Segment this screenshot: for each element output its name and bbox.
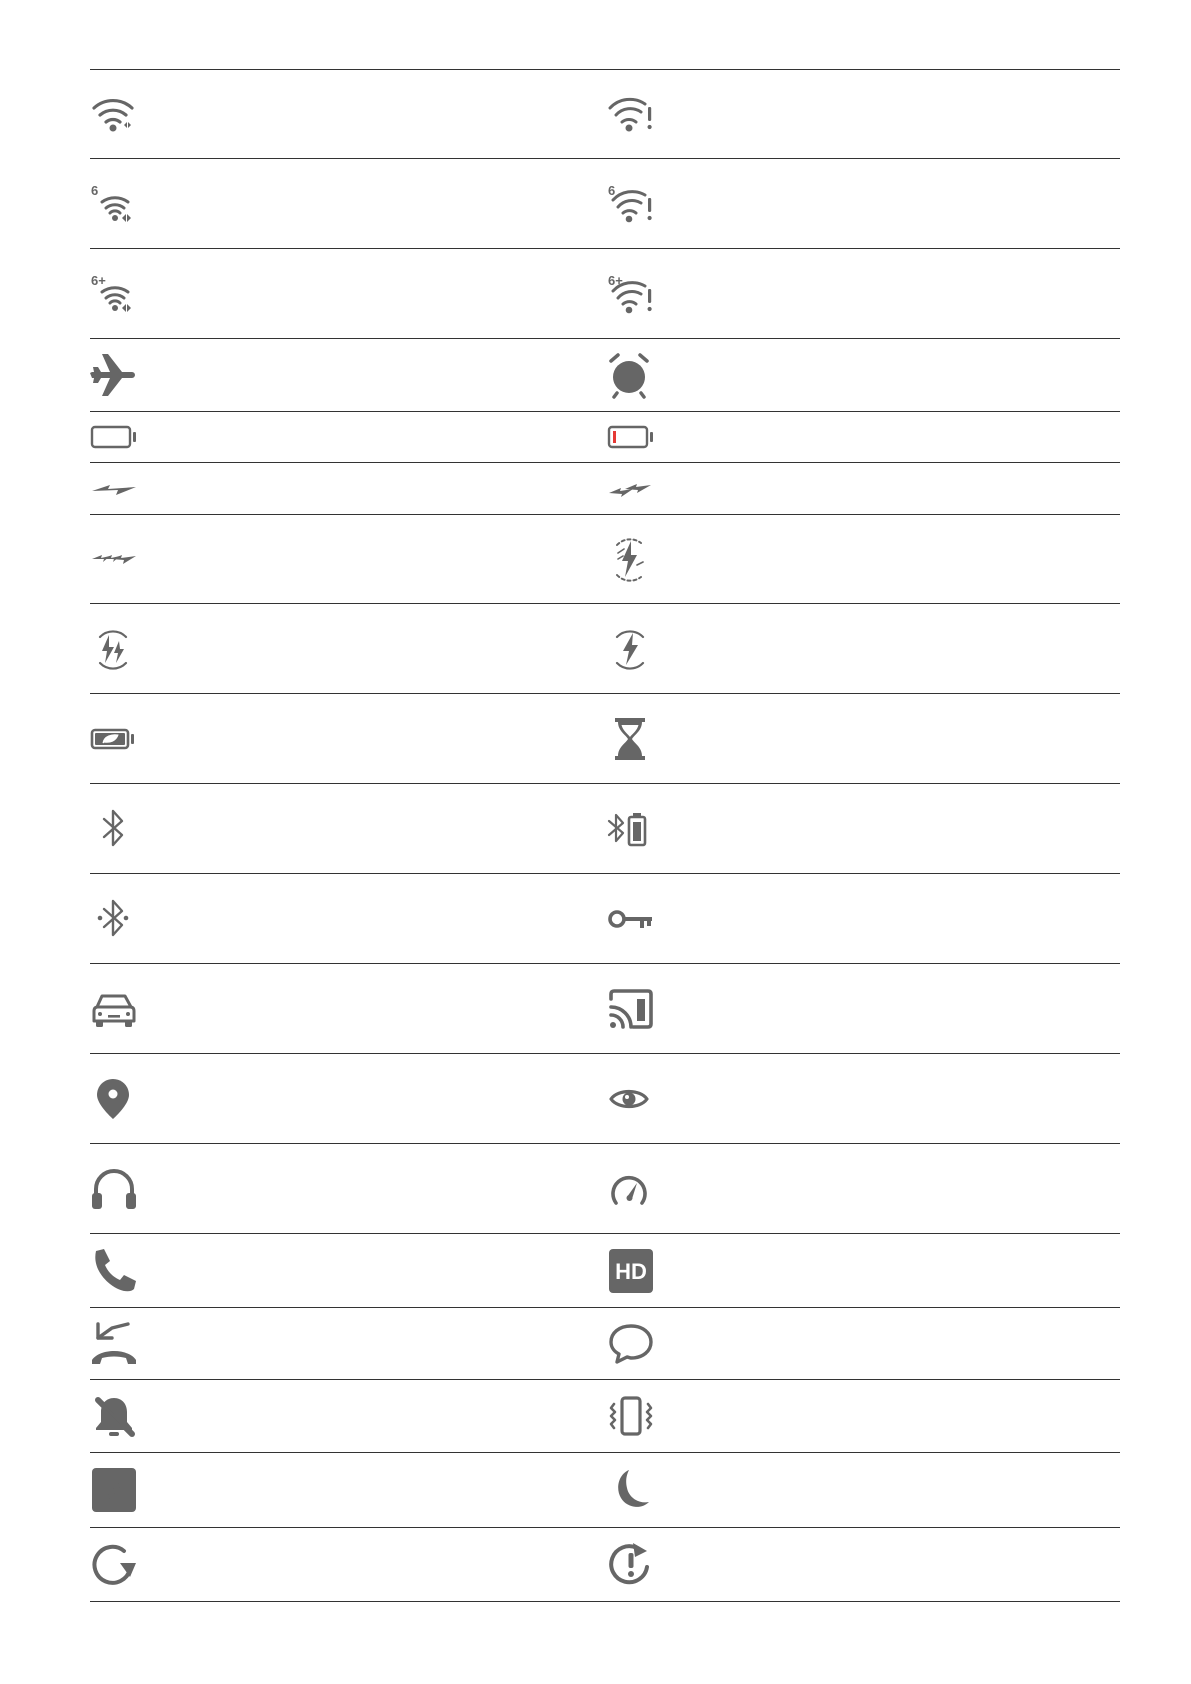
- table-row: [90, 1453, 1120, 1528]
- message-icon: [607, 1308, 655, 1379]
- hourglass-icon: [607, 694, 655, 783]
- bluetooth-battery-icon: [607, 784, 655, 873]
- table-row: [90, 463, 1120, 515]
- table-row: [90, 70, 1120, 159]
- svg-text:HD: HD: [615, 1258, 647, 1284]
- wifi6plus-connected-icon: [90, 249, 138, 338]
- wireless-quick-charging-icon: [90, 604, 138, 693]
- table-row: [90, 1144, 1120, 1234]
- gauge-icon: [607, 1144, 655, 1233]
- vpn-key-icon: [607, 874, 655, 963]
- table-row: [90, 1528, 1120, 1602]
- charging-icon: [90, 463, 138, 514]
- do-not-disturb-icon: [607, 1453, 655, 1527]
- hd-icon: [607, 1234, 655, 1307]
- table-row: [90, 1054, 1120, 1144]
- super-charging-icon: [607, 463, 655, 514]
- battery-empty-icon: [90, 412, 138, 462]
- table-row: [90, 249, 1120, 339]
- location-icon: [90, 1054, 138, 1143]
- svg-text:6+: 6+: [91, 272, 106, 288]
- wifi6plus-no-internet-icon: [607, 249, 655, 338]
- table-row: [90, 784, 1120, 874]
- table-row: [90, 964, 1120, 1054]
- nfc-icon: [90, 1453, 138, 1527]
- svg-text:6: 6: [608, 182, 616, 198]
- wireless-charging-icon: [607, 604, 655, 693]
- battery-low-icon: [607, 412, 655, 462]
- table-row: [90, 604, 1120, 694]
- missed-call-icon: [90, 1308, 138, 1379]
- wifi6-connected-icon: [90, 159, 138, 248]
- power-saving-icon: [90, 694, 138, 783]
- svg-text:6+: 6+: [608, 272, 623, 288]
- bluetooth-connected-icon: [90, 874, 138, 963]
- sync-error-icon: [607, 1528, 655, 1601]
- table-row: [90, 159, 1120, 249]
- wireless-super-charging-icon: [607, 515, 655, 603]
- table-row: [90, 874, 1120, 964]
- quick-charging-icon: [90, 515, 138, 603]
- mute-icon: [90, 1380, 138, 1452]
- table-row: [90, 515, 1120, 604]
- table-row: [90, 694, 1120, 784]
- wifi-connected-icon: [90, 70, 138, 158]
- call-icon: [90, 1234, 138, 1307]
- airplane-mode-icon: [90, 339, 138, 411]
- syncing-icon: [90, 1528, 138, 1601]
- eye-comfort-icon: [607, 1054, 655, 1143]
- wifi6-no-internet-icon: [607, 159, 655, 248]
- svg-text:6: 6: [91, 182, 99, 198]
- headset-icon: [90, 1144, 138, 1233]
- table-row: [90, 1380, 1120, 1453]
- bluetooth-icon: [90, 784, 138, 873]
- car-icon: [90, 964, 138, 1053]
- status-icons-table: [90, 69, 1120, 1602]
- table-row: [90, 1234, 1120, 1308]
- table-row: [90, 412, 1120, 463]
- vibrate-icon: [607, 1380, 655, 1452]
- alarm-icon: [607, 339, 655, 411]
- cast-icon: [607, 964, 655, 1053]
- table-row: [90, 339, 1120, 412]
- wifi-no-internet-icon: [607, 70, 655, 158]
- table-row: [90, 1308, 1120, 1380]
